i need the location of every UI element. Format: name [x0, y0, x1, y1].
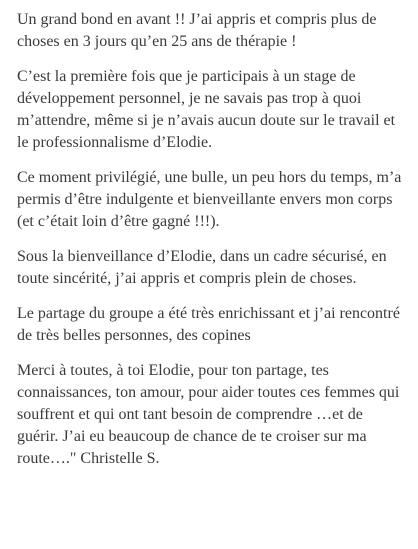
paragraph-intro: Un grand bond en avant !! J’ai appris et compris plus de choses en 3 jours qu’en 25 ans de thérapie ! — [17, 11, 377, 50]
paragraph-benevolence: Sous la bienveillance d’Elodie, dans un cadre sécurisé, en toute sincérité, j’ai appris et compris plein de choses. — [17, 248, 387, 287]
paragraph-moment: Ce moment privilégié, une bulle, un peu hors du temps, m’a permis d’être indulgente et bienveillante envers mon corps (et c’était loin d’être gagné !!!). — [17, 169, 402, 230]
paragraph-first-time: C’est la première fois que je participais à un stage de développement personnel, je ne savais pas trop à quoi m’attendre, même si je n’avais aucun doute sur le travail et le professionnalisme d’Elodie. — [17, 68, 396, 151]
paragraph-thanks-signature: Merci à toutes, à toi Elodie, pour ton partage, tes connaissances, ton amour, pour aider toutes ces femmes qui souffrent et qui ont tant besoin de comprendre …et de guérir. J’ai eu beaucoup de chance de te croiser sur ma route…." Christelle S. — [17, 362, 400, 467]
paragraph-group: Le partage du groupe a été très enrichissant et j’ai rencontré de très belles personnes, des copines — [17, 305, 400, 344]
